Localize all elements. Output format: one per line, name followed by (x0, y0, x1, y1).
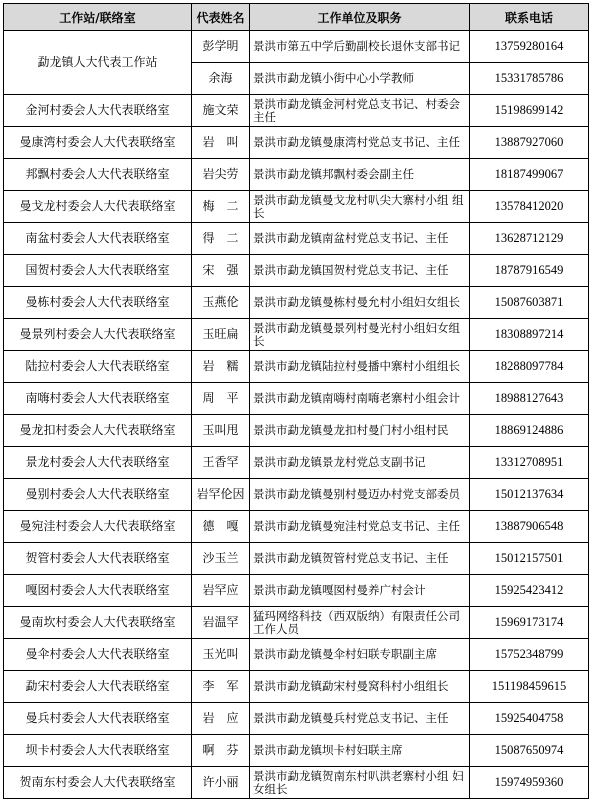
station-cell: 嘎囡村委会人大代表联络室 (4, 575, 192, 607)
table-row (4, 95, 589, 127)
phone-cell: 15012137634 (470, 479, 589, 511)
name-cell: 岩罕应 (192, 575, 250, 607)
work-cell: 景洪市勐龙镇曼戈龙村叭尖大寨村小组 组长 (250, 191, 470, 223)
table-row (4, 735, 589, 767)
table-row (4, 31, 589, 63)
name-cell: 玉叫甩 (192, 415, 250, 447)
station-cell: 南盆村委会人大代表联络室 (4, 223, 192, 255)
phone-cell: 18869124886 (470, 415, 589, 447)
station-cell: 南嗨村委会人大代表联络室 (4, 383, 192, 415)
phone-cell: 15974959360 (470, 767, 589, 799)
station-cell: 曼栋村委会人大代表联络室 (4, 287, 192, 319)
header-row (4, 4, 589, 31)
station-cell: 邦飘村委会人大代表联络室 (4, 159, 192, 191)
table-row (4, 351, 589, 383)
station-cell: 贺南东村委会人大代表联络室 (4, 767, 192, 799)
work-cell: 景洪市勐龙镇曼兵村党总支书记、主任 (250, 703, 470, 735)
table-row (4, 703, 589, 735)
phone-cell: 18187499067 (470, 159, 589, 191)
phone-cell: 15925423412 (470, 575, 589, 607)
work-cell: 景洪市勐龙镇陆拉村曼播中寨村小组组长 (250, 351, 470, 383)
phone-cell: 13759280164 (470, 31, 589, 63)
station-cell: 曼景列村委会人大代表联络室 (4, 319, 192, 351)
work-cell: 景洪市勐龙镇曼栋村曼允村小组妇女组长 (250, 287, 470, 319)
station-cell: 曼伞村委会人大代表联络室 (4, 639, 192, 671)
phone-cell: 18988127643 (470, 383, 589, 415)
station-cell: 曼别村委会人大代表联络室 (4, 479, 192, 511)
station-cell: 坝卡村委会人大代表联络室 (4, 735, 192, 767)
name-cell: 啊 芬 (192, 735, 250, 767)
station-cell: 陆拉村委会人大代表联络室 (4, 351, 192, 383)
name-cell: 梅 二 (192, 191, 250, 223)
work-cell: 景洪市勐龙镇景龙村党总支副书记 (250, 447, 470, 479)
phone-cell: 15925404758 (470, 703, 589, 735)
name-cell: 李 军 (192, 671, 250, 703)
name-cell: 岩 应 (192, 703, 250, 735)
station-cell: 曼龙扣村委会人大代表联络室 (4, 415, 192, 447)
station-cell: 勐宋村委会人大代表联络室 (4, 671, 192, 703)
table-row (4, 511, 589, 543)
name-cell: 岩尖劳 (192, 159, 250, 191)
work-cell: 景洪市勐龙镇曼伞村妇联专职副主席 (250, 639, 470, 671)
table-row (4, 287, 589, 319)
phone-cell: 15087603871 (470, 287, 589, 319)
phone-cell: 151198459615 (470, 671, 589, 703)
phone-cell: 13628712129 (470, 223, 589, 255)
name-cell: 岩罕伦因 (192, 479, 250, 511)
work-cell: 景洪市勐龙镇贺南东村叭洪老寨村小组 妇女组长 (250, 767, 470, 799)
table-row (4, 543, 589, 575)
table-row (4, 447, 589, 479)
name-cell: 王香罕 (192, 447, 250, 479)
name-cell: 岩温罕 (192, 607, 250, 639)
table-row (4, 191, 589, 223)
phone-cell: 15198699142 (470, 95, 589, 127)
name-cell: 玉光叫 (192, 639, 250, 671)
phone-cell: 13887927060 (470, 127, 589, 159)
name-cell: 余海 (192, 63, 250, 95)
name-cell: 岩 糯 (192, 351, 250, 383)
phone-cell: 15087650974 (470, 735, 589, 767)
station-cell: 曼宛洼村委会人大代表联络室 (4, 511, 192, 543)
phone-cell: 15331785786 (470, 63, 589, 95)
name-cell: 岩 叫 (192, 127, 250, 159)
station-cell: 曼康湾村委会人大代表联络室 (4, 127, 192, 159)
work-cell: 景洪市勐龙镇坝卡村妇联主席 (250, 735, 470, 767)
station-cell: 金河村委会人大代表联络室 (4, 95, 192, 127)
table-row (4, 639, 589, 671)
table-row (4, 223, 589, 255)
name-cell: 德 嘎 (192, 511, 250, 543)
work-cell: 景洪市勐龙镇曼别村曼迈办村党支部委员 (250, 479, 470, 511)
phone-cell: 13578412020 (470, 191, 589, 223)
table-row (4, 159, 589, 191)
representatives-table (3, 3, 589, 799)
table-row (4, 255, 589, 287)
work-cell: 景洪市勐龙镇曼龙扣村曼门村小组村民 (250, 415, 470, 447)
station-cell: 曼兵村委会人大代表联络室 (4, 703, 192, 735)
header-work: 工作单位及职务 (250, 4, 470, 31)
work-cell: 景洪市勐龙镇南盆村党总支书记、主任 (250, 223, 470, 255)
name-cell: 沙玉兰 (192, 543, 250, 575)
name-cell: 玉旺扁 (192, 319, 250, 351)
name-cell: 施文荣 (192, 95, 250, 127)
phone-cell: 15012157501 (470, 543, 589, 575)
work-cell: 景洪市勐龙镇邦飘村委会副主任 (250, 159, 470, 191)
work-cell: 景洪市勐龙镇曼宛洼村党总支书记、主任 (250, 511, 470, 543)
phone-cell: 18787916549 (470, 255, 589, 287)
table-row (4, 319, 589, 351)
work-cell: 景洪市第五中学后勤副校长退休支部书记 (250, 31, 470, 63)
name-cell: 彭学明 (192, 31, 250, 63)
table-row (4, 415, 589, 447)
name-cell: 周 平 (192, 383, 250, 415)
station-cell: 贺管村委会人大代表联络室 (4, 543, 192, 575)
phone-cell: 15969173174 (470, 607, 589, 639)
work-cell: 景洪市勐龙镇南嗨村南嗨老寨村小组会计 (250, 383, 470, 415)
name-cell: 许小丽 (192, 767, 250, 799)
station-cell: 曼南坎村委会人大代表联络室 (4, 607, 192, 639)
work-cell: 景洪市勐龙镇勐宋村曼窝科村小组组长 (250, 671, 470, 703)
station-cell: 勐龙镇人大代表工作站 (4, 31, 192, 95)
work-cell: 景洪市勐龙镇国贺村党总支书记、主任 (250, 255, 470, 287)
work-cell: 景洪市勐龙镇曼景列村曼光村小组妇女组长 (250, 319, 470, 351)
phone-cell: 15752348799 (470, 639, 589, 671)
station-cell: 国贺村委会人大代表联络室 (4, 255, 192, 287)
work-cell: 景洪市勐龙镇金河村党总支书记、村委会主任 (250, 95, 470, 127)
phone-cell: 13312708951 (470, 447, 589, 479)
header-station: 工作站/联络室 (4, 4, 192, 31)
work-cell: 猛玛网络科技（西双版纳）有限责任公司 工作人员 (250, 607, 470, 639)
table-body (4, 31, 589, 799)
table-row (4, 575, 589, 607)
table-row (4, 607, 589, 639)
header-phone: 联系电话 (470, 4, 589, 31)
station-cell: 景龙村委会人大代表联络室 (4, 447, 192, 479)
phone-cell: 18308897214 (470, 319, 589, 351)
table-row (4, 383, 589, 415)
header-name: 代表姓名 (192, 4, 250, 31)
name-cell: 玉燕伦 (192, 287, 250, 319)
phone-cell: 18288097784 (470, 351, 589, 383)
phone-cell: 13887906548 (470, 511, 589, 543)
name-cell: 得 二 (192, 223, 250, 255)
name-cell: 宋 强 (192, 255, 250, 287)
table-row (4, 127, 589, 159)
table-row (4, 671, 589, 703)
work-cell: 景洪市勐龙镇贺管村党总支书记、主任 (250, 543, 470, 575)
work-cell: 景洪市勐龙镇小街中心小学教师 (250, 63, 470, 95)
table-row (4, 479, 589, 511)
work-cell: 景洪市勐龙镇曼康湾村党总支书记、主任 (250, 127, 470, 159)
station-cell: 曼戈龙村委会人大代表联络室 (4, 191, 192, 223)
table-row (4, 767, 589, 799)
work-cell: 景洪市勐龙镇嘎囡村曼养广村会计 (250, 575, 470, 607)
